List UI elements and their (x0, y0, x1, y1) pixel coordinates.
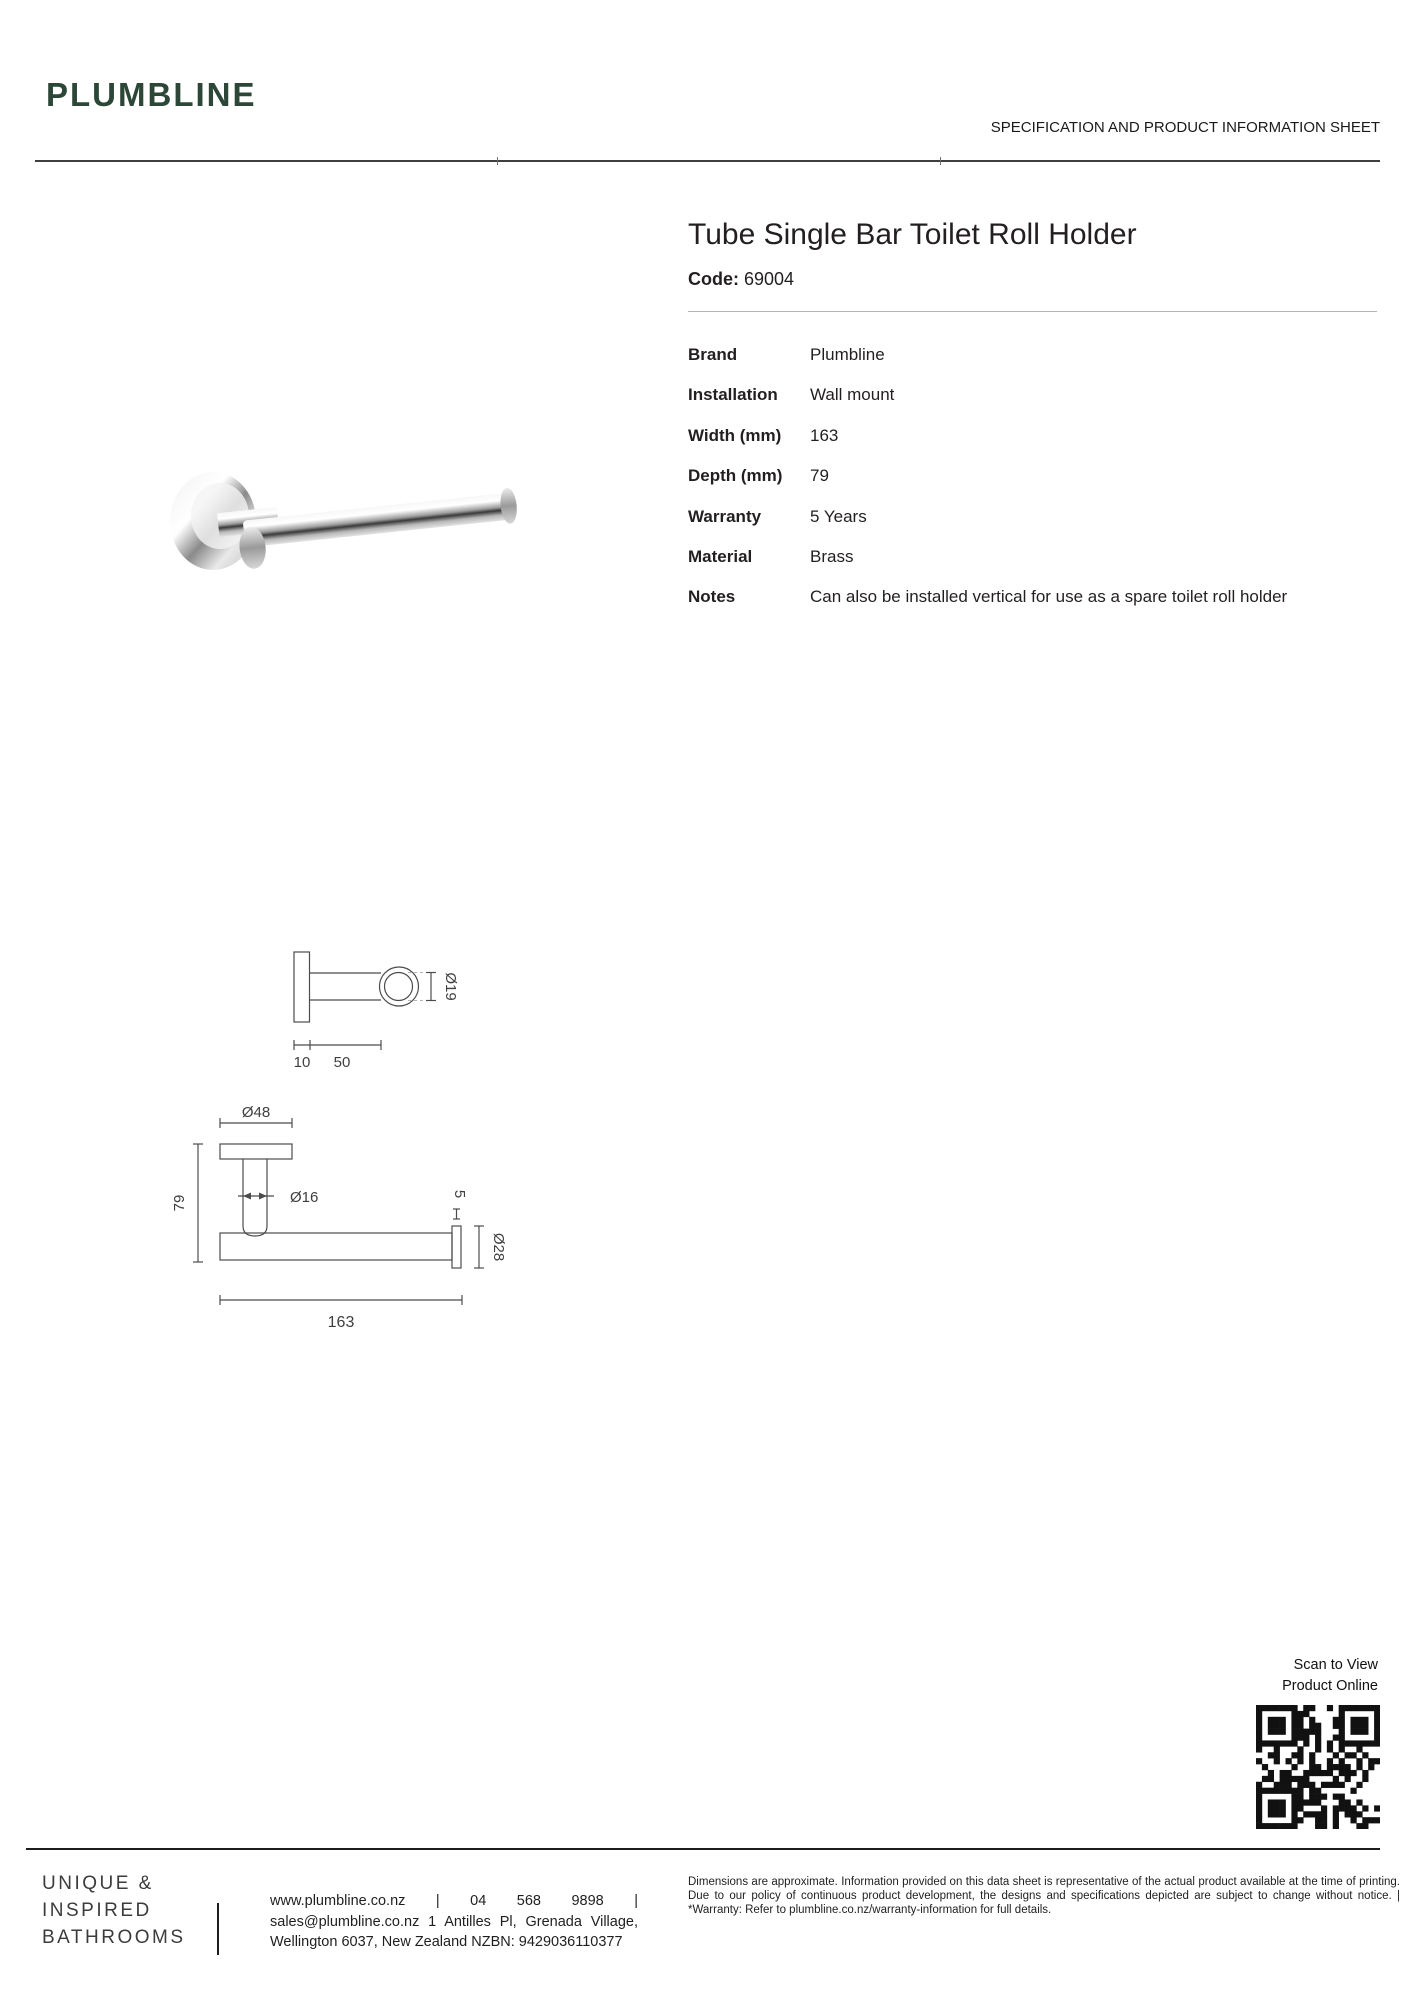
drawing-bar-inner-circle (385, 973, 413, 1001)
spec-row (688, 466, 1373, 506)
spec-row (688, 426, 1373, 466)
drawing-flange (220, 1144, 292, 1159)
dim-label-d16: Ø16 (290, 1189, 319, 1206)
spec-value: Plumbline (810, 345, 885, 364)
footer-disclaimer: Dimensions are approximate. Information provided on this data sheet is representative of the actual product available at the time of printing. Due to our policy of continuous product development, the designs and specifications depicted are subject to change without notice. | *Warranty: Refer to plumbline.co.nz/warranty-information for full details. (688, 1876, 1400, 1916)
spec-value: 163 (810, 425, 839, 445)
header-divider (35, 160, 1380, 162)
header-divider-tick (940, 157, 941, 165)
spec-label: Warranty (688, 506, 762, 526)
drawing-side-view (180, 945, 470, 1080)
dim-label-163: 163 (327, 1314, 355, 1331)
spec-row (688, 345, 1373, 385)
spec-label: Notes (688, 587, 736, 607)
sheet-title: SPECIFICATION AND PRODUCT INFORMATION SHEET (990, 119, 1380, 136)
drawing-bar (220, 1233, 452, 1260)
product-photo (160, 460, 530, 590)
spec-table (688, 345, 1373, 628)
qr-code (1256, 1705, 1380, 1829)
dim-label-d28: Ø28 (490, 1232, 507, 1262)
footer-contact: www.plumbline.co.nz | 04 568 9898 | sales@plumbline.co.nz 1 Antilles Pl, Grenada Village, Wellington 6037, New Zealand NZBN: 9429036110377 (270, 1893, 638, 1950)
spec-label: Width (mm) (688, 425, 782, 445)
spec-label: Material (688, 546, 753, 566)
spec-row (688, 587, 1373, 627)
spec-label: Depth (mm) (688, 466, 783, 486)
tagline-line2: INSPIRED (42, 1900, 152, 1921)
spec-value: 5 Years (810, 506, 867, 526)
spec-label: Installation (688, 385, 778, 405)
dim-label-10: 10 (293, 1054, 311, 1071)
qr-caption-line1: Scan to View (1293, 1657, 1378, 1673)
photo-bar (236, 487, 520, 570)
qr-caption (1080, 1655, 1378, 1697)
code-label: Code: (688, 269, 739, 289)
dim-label-d19: Ø19 (442, 972, 459, 1001)
dim-label-d48: Ø48 (241, 1104, 271, 1121)
plumbline-logo: PLUMBLINE (46, 76, 257, 113)
footer-divider (26, 1848, 1380, 1850)
dim-label-50: 50 (333, 1054, 351, 1071)
spec-row (688, 507, 1373, 547)
spec-row (688, 385, 1373, 425)
code-value: 69004 (744, 269, 795, 289)
product-code-line (688, 269, 794, 290)
spec-row (688, 547, 1373, 587)
dim-label-79: 79 (171, 1194, 188, 1212)
product-title: Tube Single Bar Toilet Roll Holder (688, 218, 1137, 251)
spec-value: Can also be installed vertical for use as a spare toilet roll holder (810, 587, 1288, 607)
dim-label-5: 5 (451, 1189, 468, 1199)
footer-tagline (42, 1870, 186, 1951)
drawing-front-view (170, 1095, 520, 1340)
footer-vertical-bar (217, 1903, 219, 1955)
drawing-end-cap (452, 1226, 461, 1268)
tagline-line1: UNIQUE & (42, 1873, 154, 1894)
drawing-wall-plate (294, 952, 310, 1022)
tagline-line3: BATHROOMS (42, 1927, 186, 1948)
spec-divider (688, 311, 1377, 312)
spec-value: 79 (810, 466, 829, 486)
spec-value: Wall mount (810, 385, 895, 405)
spec-label: Brand (688, 345, 738, 364)
header-divider-tick (497, 157, 498, 165)
spec-value: Brass (810, 546, 854, 566)
qr-caption-line2: Product Online (1282, 1678, 1378, 1694)
